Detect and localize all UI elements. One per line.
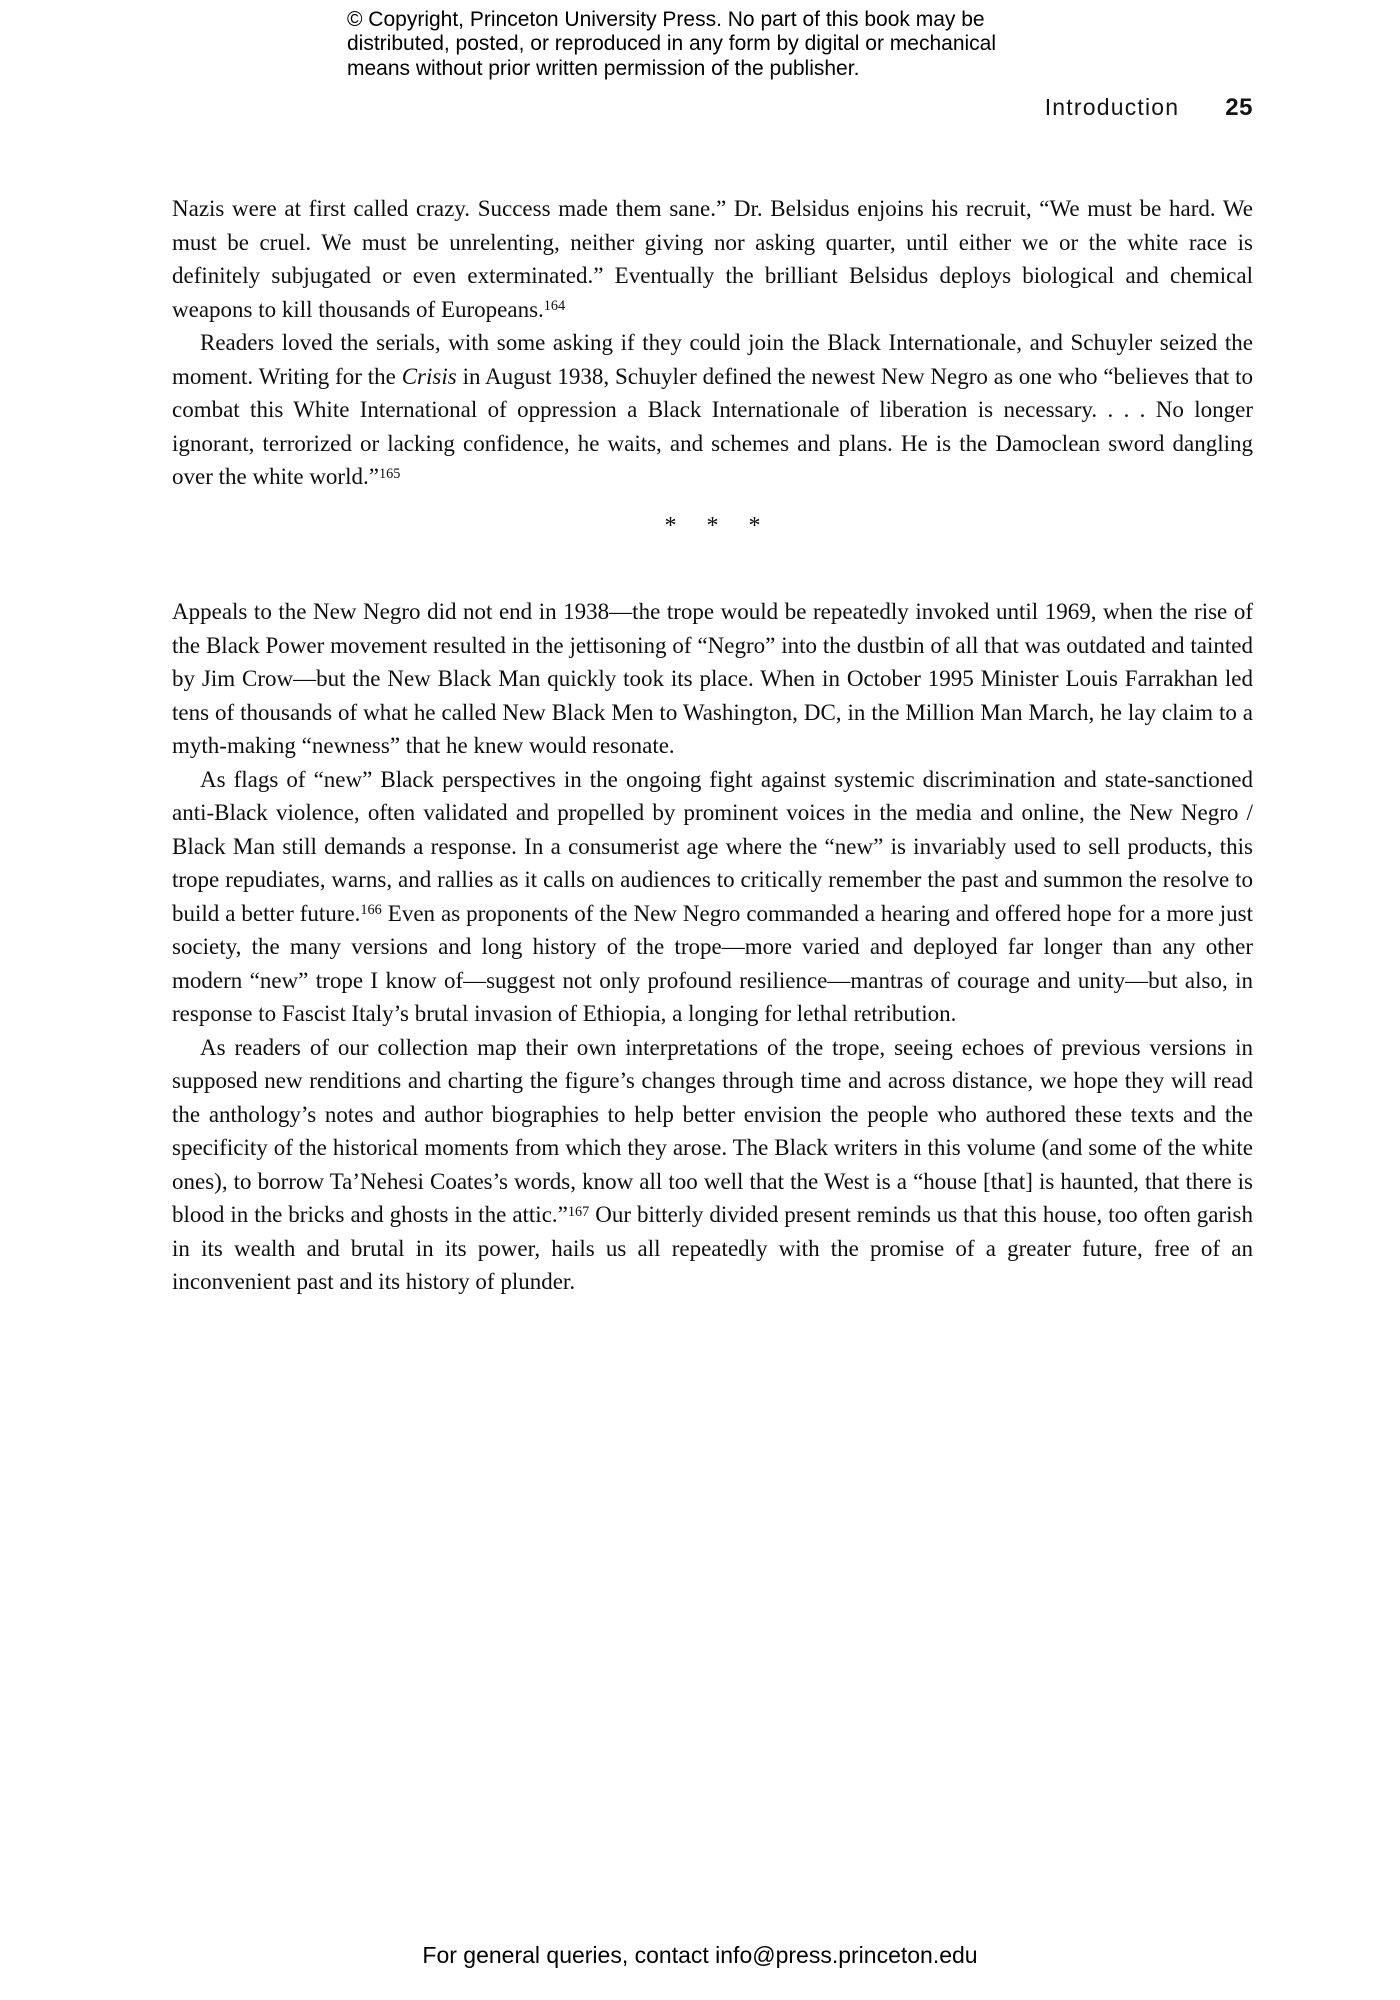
- body-text: [172, 192, 1253, 1299]
- footnote-reference: 164: [543, 298, 566, 315]
- running-head-section: Introduction: [1044, 94, 1180, 120]
- copyright-notice: [347, 8, 996, 81]
- copyright-line: © Copyright, Princeton University Press. No part of this book may be: [347, 8, 985, 31]
- text-run: As flags of “new” Black perspectives in the ongoing fight against systemic discrimination and state-sanctioned anti-Black violence, often validated and propelled by prominent voices in the media and online, the New Negro / Black Man still demands a response. In a consumerist age where the “new” is invariably used to sell products, this trope repudiates, warns, and rallies as it calls on audiences to critically remember the past and summon the resolve to build a better future.: [172, 766, 1253, 926]
- copyright-line: means without prior written permission of the publisher.: [347, 56, 860, 80]
- asterisk: *: [748, 512, 761, 539]
- footnote-reference: 167: [567, 1203, 590, 1220]
- italic-text-run: Crisis: [401, 363, 457, 389]
- text-run: Even as proponents of the New Negro commanded a hearing and offered hope for a more just society, the many versions and long history of the trope—more varied and deployed far longer than any other modern “new” trope I know of—suggest not only profound resilience—mantras of courage and unity—but also, in response to Fascist Italy’s brutal invasion of Ethiopia, a longing for lethal retribution.: [172, 900, 1254, 1026]
- asterisk: *: [664, 512, 677, 539]
- paragraph: [172, 1031, 1253, 1299]
- running-head: [172, 94, 1253, 122]
- text-run: Nazis were at first called crazy. Success made them sane.” Dr. Belsidus enjoins his recruit, “We must be hard. We must be cruel. We must be unrelenting, neither giving nor asking quarter, until either we or the white race is definitely subjugated or even exterminated.” Eventually the brilliant Belsidus deploys biological and chemical weapons to kill thousands of Europeans.: [172, 196, 1253, 322]
- asterisk: *: [706, 512, 719, 539]
- page-number: 25: [1225, 94, 1253, 121]
- text-run: in August 1938, Schuyler defined the newest New Negro as one who “believes that to combat this White International of oppression a Black Internationale of liberation is necessary. . . . No longer ignorant, terrorized or lacking confidence, he waits, and schemes and plans. He is the Damoclean sword dangling over the white world.”: [172, 363, 1254, 489]
- footnote-reference: 166: [360, 902, 382, 919]
- paragraph: [172, 192, 1253, 326]
- text-run: Our bitterly divided present reminds us that this house, too often garish in its wealth and brutal in its power, hails us all repeatedly with the promise of a greater future, free of an inconvenient past and its history of plunder.: [172, 1202, 1254, 1294]
- text-run: As readers of our collection map their own interpretations of the trope, seeing echoes of previous versions in supposed new renditions and charting the figure’s changes through time and across distance, we hope they will read the anthology’s notes and author biographies to help better envision the people who authored these texts and the specificity of the historical moments from which they arose. The Black writers in this volume (and some of the white ones), to borrow Ta’Nehesi Coates’s words, know all too well that the West is a “house [that] is haunted, that there is blood in the bricks and ghosts in the attic.”: [172, 1034, 1253, 1227]
- footer-queries-note: For general queries, contact info@press.princeton.edu: [422, 1942, 978, 1968]
- paragraph: [172, 763, 1253, 1031]
- section-break-asterisks: [172, 510, 1253, 544]
- text-run: Readers loved the serials, with some asking if they could join the Black Internationale, and Schuyler seized the moment. Writing for the: [172, 330, 1253, 389]
- copyright-line: distributed, posted, or reproduced in any form by digital or mechanical: [347, 32, 997, 56]
- paragraph: [172, 326, 1253, 494]
- paragraph: [172, 595, 1253, 763]
- footnote-reference: 165: [378, 465, 401, 482]
- text-run: Appeals to the New Negro did not end in 1938—the trope would be repeatedly invoked until 1969, when the rise of the Black Power movement resulted in the jettisoning of “Negro” into the dustbin of all that was outdated and tainted by Jim Crow—but the New Black Man quickly took its place. When in October 1995 Minister Louis Farrakhan led tens of thousands of what he called New Black Men to Washington, DC, in the Million Man March, he lay claim to a myth-making “newness” that he knew would resonate.: [172, 599, 1253, 758]
